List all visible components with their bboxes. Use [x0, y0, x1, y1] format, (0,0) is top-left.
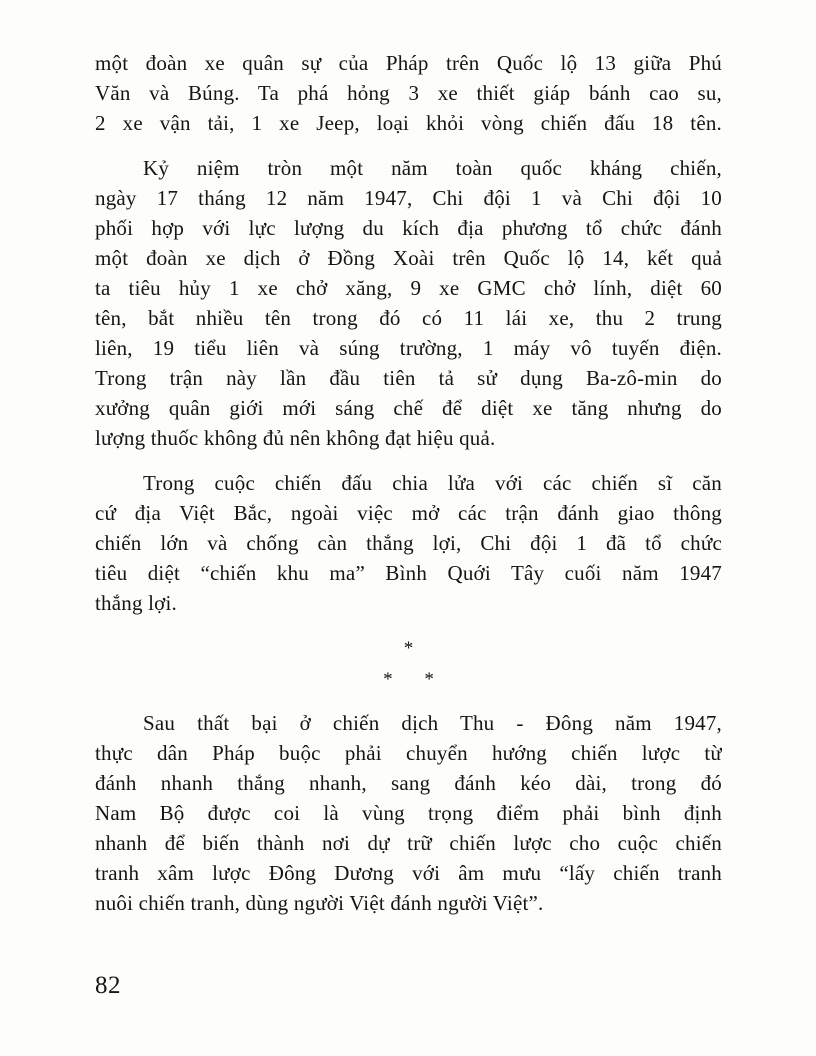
text-line: phối hợp với lực lượng du kích địa phương tổ chức đánh [95, 216, 722, 240]
text-line: một đoàn xe quân sự của Pháp trên Quốc lộ 13 giữa Phú [95, 51, 722, 75]
text-line: ta tiêu hủy 1 xe chở xăng, 9 xe GMC chở lính, diệt 60 [95, 276, 722, 300]
paragraph [95, 48, 722, 138]
page-number: 82 [95, 972, 121, 999]
text-line: Trong trận này lần đầu tiên tả sử dụng Ba-zô-min do [95, 366, 722, 390]
text-line: tranh xâm lược Đông Dương với âm mưu “lấy chiến tranh [95, 861, 722, 885]
text-line: thắng lợi. [95, 591, 177, 615]
text-line: một đoàn xe dịch ở Đồng Xoài trên Quốc lộ 14, kết quả [95, 246, 722, 270]
text-line: Nam Bộ được coi là vùng trọng điểm phải bình định [95, 801, 722, 825]
text-line: ngày 17 tháng 12 năm 1947, Chi đội 1 và Chi đội 10 [95, 186, 722, 210]
text-line: nuôi chiến tranh, dùng người Việt đánh người Việt”. [95, 891, 544, 915]
asterisk-top: * [403, 638, 414, 659]
text-line: 2 xe vận tải, 1 xe Jeep, loại khỏi vòng chiến đấu 18 tên. [95, 111, 722, 135]
text-line: tên, bắt nhiều tên trong đó có 11 lái xe, thu 2 trung [95, 306, 722, 330]
text-line: cứ địa Việt Bắc, ngoài việc mở các trận đánh giao thông [95, 501, 722, 525]
paragraph [95, 708, 722, 918]
paragraph [95, 468, 722, 618]
text-line: nhanh để biến thành nơi dự trữ chiến lược cho cuộc chiến [95, 831, 722, 855]
text-line: Văn và Búng. Ta phá hỏng 3 xe thiết giáp bánh cao su, [95, 81, 722, 105]
text-line: xưởng quân giới mới sáng chế để diệt xe tăng nhưng do [95, 396, 722, 420]
text-line: chiến lớn và chống càn thắng lợi, Chi đội 1 đã tổ chức [95, 531, 722, 555]
text-line: liên, 19 tiểu liên và súng trường, 1 máy vô tuyến điện. [95, 336, 722, 360]
asterisk-pair: * * [383, 669, 434, 690]
text-line: Sau thất bại ở chiến dịch Thu - Đông năm 1947, [143, 711, 722, 735]
text-line: Kỷ niệm tròn một năm toàn quốc kháng chiến, [143, 156, 722, 180]
text-line: tiêu diệt “chiến khu ma” Bình Quới Tây cuối năm 1947 [95, 561, 722, 585]
text-line: Trong cuộc chiến đấu chia lửa với các chiến sĩ căn [143, 471, 722, 495]
paragraph [95, 153, 722, 453]
text-line: đánh nhanh thắng nhanh, sang đánh kéo dài, trong đó [95, 771, 722, 795]
text-line: lượng thuốc không đủ nên không đạt hiệu quả. [95, 426, 496, 450]
section-separator [95, 633, 722, 695]
text-line: thực dân Pháp buộc phải chuyển hướng chiến lược từ [95, 741, 722, 765]
